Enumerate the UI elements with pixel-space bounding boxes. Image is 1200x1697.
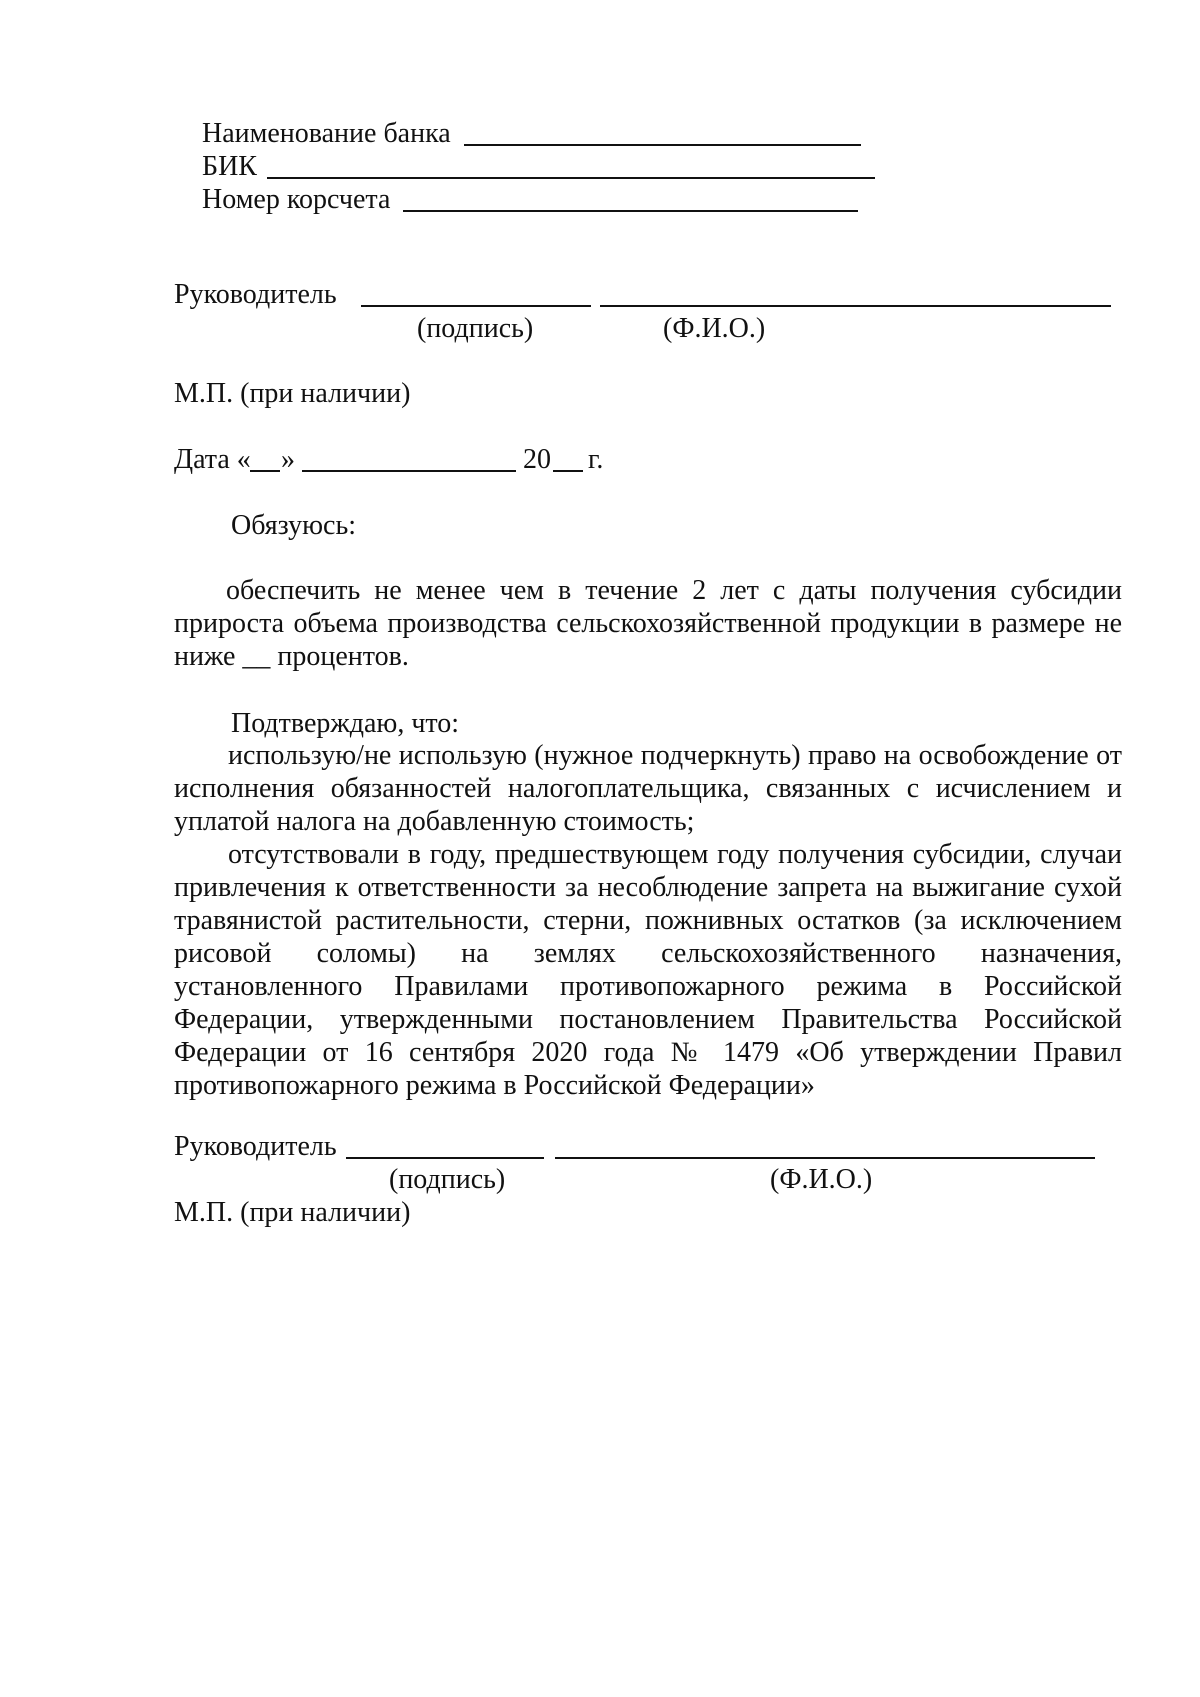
signature-field-2[interactable] [346,1157,544,1159]
bank-name-label: Наименование банка [202,118,451,149]
date-day-field[interactable] [250,470,280,472]
date-year-field[interactable] [553,470,583,472]
date-quote-close: » [281,444,295,475]
signature-caption: (подпись) [417,313,534,344]
date-year-suffix: г. [588,444,604,475]
name-caption: (Ф.И.О.) [663,313,766,344]
confirmation-item-fire: отсутствовали в году, предшествующем году получения субсидии, случаи привлечения к ответственности за несоблюдение запрета на выжигание сухой травянистой растительности, стерни, пожнивных остатков (за исключением рисовой соломы) на землях сельскохозяйственного назначения, установленного Правилами противопожарного режима в Российской Федерации, утвержденными постановлением Правительства Российской Федерации от 16 сентября 2020 года № 1479 «Об утверждении Правил противопожарного режима в Российской Федерации» [174,839,1122,1101]
name-caption-2: (Ф.И.О.) [770,1164,873,1195]
seal-note-2: М.П. (при наличии) [174,1197,411,1228]
bik-label: БИК [202,151,257,182]
confirmation-heading: Подтверждаю, что: [231,708,460,739]
date-year-prefix: 20 [523,444,551,475]
obligation-heading: Обязуюсь: [231,510,357,541]
signature-caption-2: (подпись) [389,1164,506,1195]
bik-field[interactable] [267,177,875,179]
head-label: Руководитель [174,279,337,310]
signature-field[interactable] [361,305,591,307]
bank-name-field[interactable] [464,144,861,146]
confirmation-item-vat: использую/не использую (нужное подчеркнуть) право на освобождение от исполнения обязанностей налогоплательщика, связанных с исчислением и уплатой налога на добавленную стоимость; [174,740,1122,837]
corr-account-field[interactable] [403,210,858,212]
obligation-text: обеспечить не менее чем в течение 2 лет с даты получения субсидии прироста объема производства сельскохозяйственной продукции в размере не ниже __ процентов. [174,575,1122,672]
head-label-2: Руководитель [174,1131,337,1162]
corr-account-label: Номер корсчета [202,184,391,215]
seal-note: М.П. (при наличии) [174,378,411,409]
full-name-field-2[interactable] [555,1157,1095,1159]
full-name-field[interactable] [600,305,1111,307]
date-label: Дата « [174,444,251,475]
date-month-field[interactable] [302,470,516,472]
